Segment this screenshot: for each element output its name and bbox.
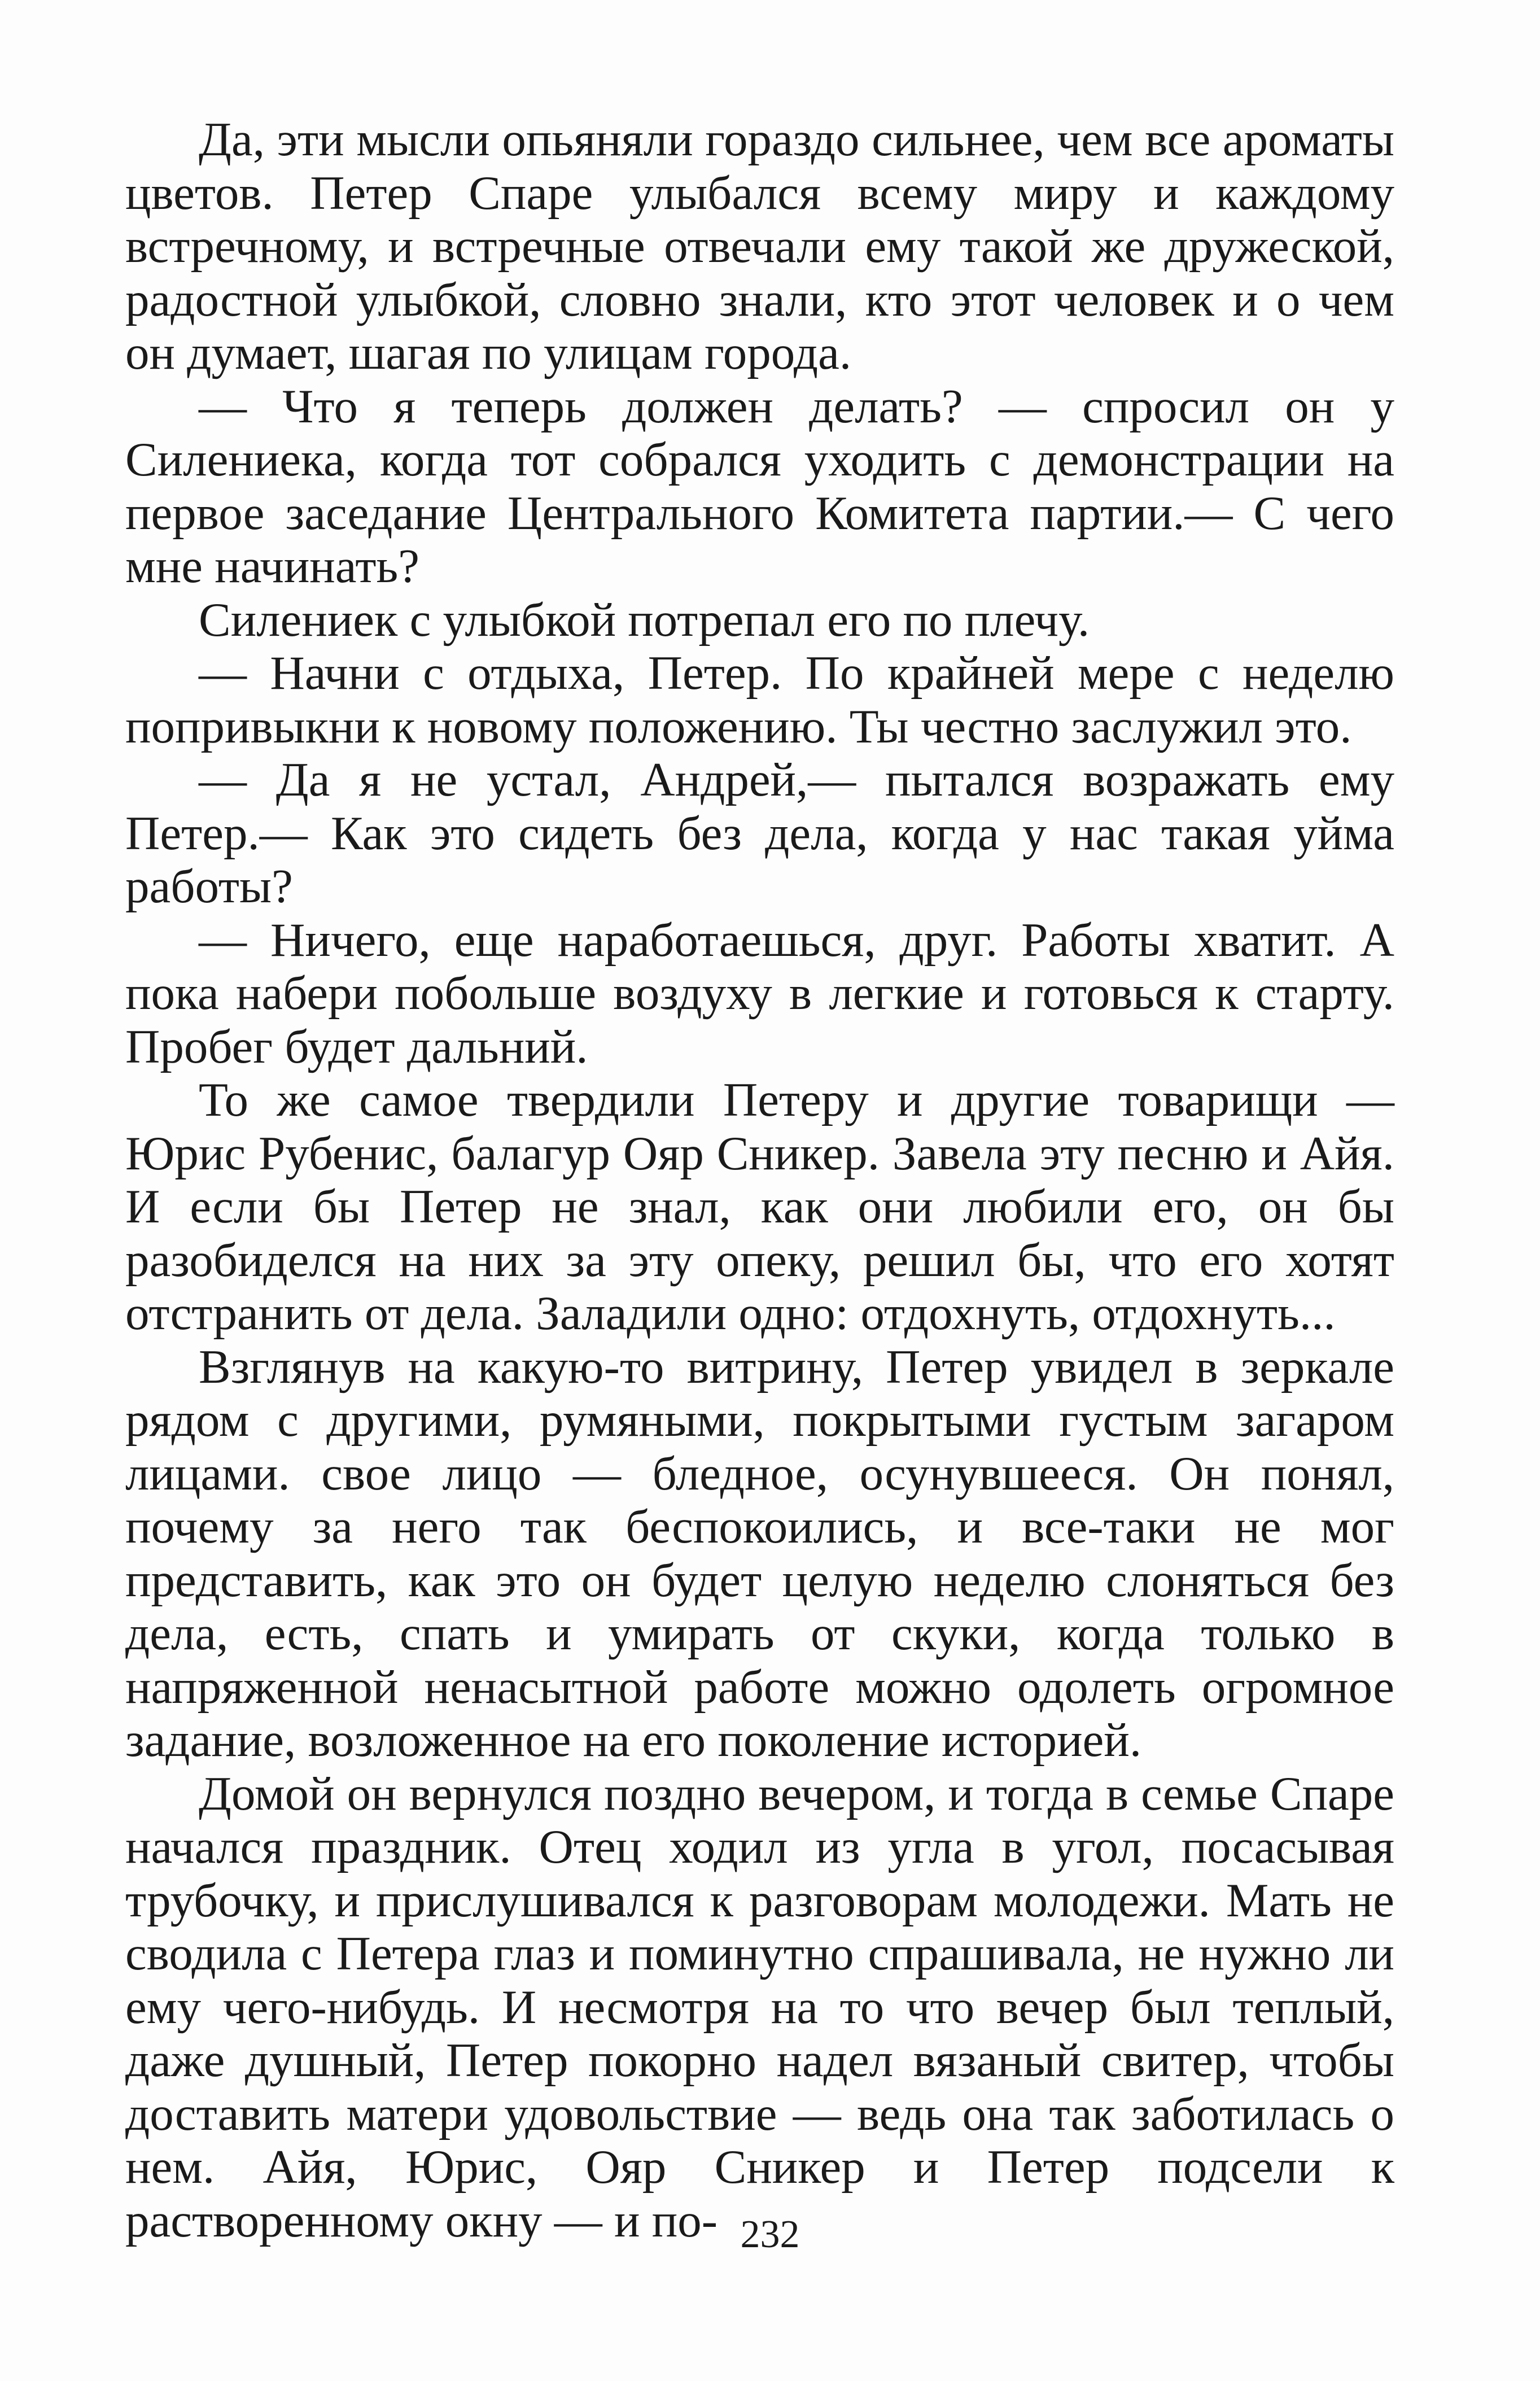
paragraph: Домой он вернулся поздно вечером, и тогда в семье Спаре начался праздник. Отец ходил из угла в угол, посасывая трубочку, и прислушивался к разговорам молодежи. Мать не сводила с Петера глаз и поминутно спрашивала, не нужно ли ему чего-нибудь. И несмотря на то что вечер был теплый, даже душный, Петер покорно надел вязаный свитер, чтобы доставить матери удовольствие — ведь она так заботилась о нем. Айя, Юрис, Ояр Сникер и Петер подсели к растворенному окну — и по- xyxy=(125,1767,1394,2247)
paragraph: Взглянув на какую-то витрину, Петер увидел в зеркале рядом с другими, румяными, покрытыми густым загаром лицами. свое лицо — бледное, осунувшееся. Он понял, почему за него так беспокоились, и все-таки не мог представить, как это он будет целую неделю слоняться без дела, есть, спать и умирать от скуки, когда только в напряженной ненасытной работе можно одолеть огромное задание, возложенное на его поколение историей. xyxy=(125,1340,1394,1767)
paragraph: — Ничего, еще наработаешься, друг. Работы хватит. А пока набери побольше воздуху в легкие и готовься к старту. Пробег будет дальний. xyxy=(125,913,1394,1073)
body-text xyxy=(125,113,1394,2247)
paragraph: Силениек с улыбкой потрепал его по плечу. xyxy=(199,593,1090,646)
paragraph: — Да я не устал, Андрей,— пытался возражать ему Петер.— Как это сидеть без дела, когда у нас такая уйма работы? xyxy=(125,753,1394,913)
paragraph: — Что я теперь должен делать? — спросил он у Силениека, когда тот собрался уходить с демонстрации на первое заседание Центрального Комитета партии.— С чего мне начинать? xyxy=(125,379,1394,593)
paragraph: Да, эти мысли опьяняли гораздо сильнее, чем все ароматы цветов. Петер Спаре улыбался всему миру и каждому встречному, и встречные отвечали ему такой же дружеской, радостной улыбкой, словно знали, кто этот человек и о чем он думает, шагая по улицам города. xyxy=(125,113,1394,379)
paragraph: — Начни с отдыха, Петер. По крайней мере с неделю попривыкни к новому положению. Ты честно заслужил это. xyxy=(125,646,1394,753)
paragraph: То же самое твердили Петеру и другие товарищи — Юрис Рубенис, балагур Ояр Сникер. Завела эту песню и Айя. И если бы Петер не знал, как они любили его, он бы разобиделся на них за эту опеку, решил бы, что его хотят отстранить от дела. Заладили одно: отдохнуть, отдохнуть... xyxy=(125,1073,1394,1340)
page-number: 232 xyxy=(740,2213,800,2256)
